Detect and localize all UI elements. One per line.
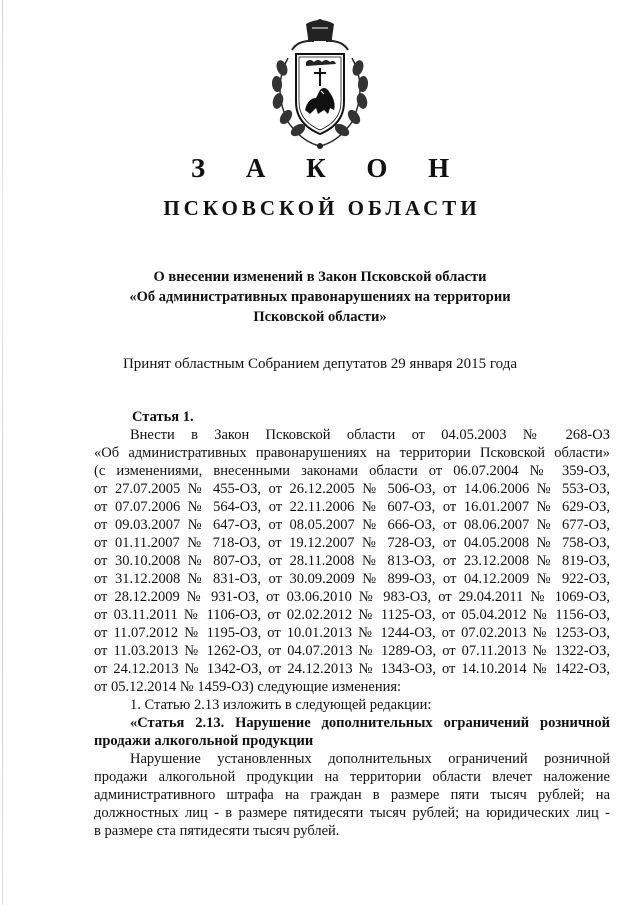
region-title: ПСКОВСКОЙ ОБЛАСТИ <box>163 196 481 220</box>
amendment-item: 1. Статью 2.13 изложить в следующей редакции: <box>130 697 432 713</box>
new-article-text-line: продажи алкогольной продукции на территории области влечет наложение <box>94 769 610 785</box>
adoption-statement: Принят областным Собранием депутатов 29 января 2015 года <box>122 356 518 372</box>
article-text-line: от 30.10.2008 № 807-ОЗ, от 28.11.2008 № 813-ОЗ, от 23.12.2008 № 819-ОЗ, <box>94 553 610 569</box>
crown-icon <box>306 19 334 41</box>
law-subject-line: Псковской области» <box>253 309 387 325</box>
coat-of-arms-emblem <box>258 18 382 153</box>
article-text-line: «Об административных правонарушениях на территории Псковской области» <box>94 445 610 461</box>
article-text-line: от 09.03.2007 № 647-ОЗ, от 08.05.2007 № 666-ОЗ, от 08.06.2007 № 677-ОЗ, <box>94 517 610 533</box>
article-heading: Статья 1. <box>132 409 194 425</box>
article-text-line: (с изменениями, внесенными законами области от 06.07.2004 № 359-ОЗ, <box>94 463 610 479</box>
new-article-heading: продажи алкогольной продукции <box>94 733 314 749</box>
article-text-line: от 11.03.2013 № 1262-ОЗ, от 04.07.2013 № 1289-ОЗ, от 07.11.2013 № 1322-ОЗ, <box>94 643 610 659</box>
article-text-line: от 27.07.2005 № 455-ОЗ, от 26.12.2005 № 506-ОЗ, от 14.06.2006 № 553-ОЗ, <box>94 481 610 497</box>
article-text-line: Внести в Закон Псковской области от 04.05.2003 № 268-ОЗ <box>130 427 610 443</box>
article-1 <box>94 408 610 840</box>
law-subject <box>120 267 520 327</box>
new-article-heading: «Статья 2.13. Нарушение дополнительных ограничений розничной <box>130 715 610 731</box>
law-title: З А К О Н <box>190 153 467 183</box>
new-article-text-line: административного штрафа на граждан в размере пяти тысяч рублей; на <box>94 787 610 803</box>
article-text-line: от 24.12.2013 № 1342-ОЗ, от 24.12.2013 № 1343-ОЗ, от 14.10.2014 № 1422-ОЗ, <box>94 661 610 677</box>
article-text-line: от 05.12.2014 № 1459-ОЗ) следующие изменения: <box>94 679 402 695</box>
scan-edge <box>2 0 3 905</box>
law-subject-line: «Об административных правонарушениях на территории <box>129 289 511 305</box>
article-text-line: от 28.12.2009 № 931-ОЗ, от 03.06.2010 № 983-ОЗ, от 29.04.2011 № 1069-ОЗ, <box>94 589 610 605</box>
law-subject-line: О внесении изменений в Закон Псковской области <box>153 269 487 285</box>
new-article-text-line: Нарушение установленных дополнительных ограничений розничной <box>130 751 610 767</box>
article-text-line: от 11.07.2012 № 1195-ОЗ, от 10.01.2013 № 1244-ОЗ, от 07.02.2013 № 1253-ОЗ, <box>94 625 610 641</box>
new-article-text-line: должностных лиц - в размере пятидесяти тысяч рублей; на юридических лиц - <box>94 805 610 821</box>
article-text-line: от 31.12.2008 № 831-ОЗ, от 30.09.2009 № 899-ОЗ, от 04.12.2009 № 922-ОЗ, <box>94 571 610 587</box>
new-article-text-line: в размере ста пятидесяти тысяч рублей. <box>94 823 340 839</box>
article-text-line: от 07.07.2006 № 564-ОЗ, от 22.11.2006 № 607-ОЗ, от 16.01.2007 № 629-ОЗ, <box>94 499 610 515</box>
article-text-line: от 03.11.2011 № 1106-ОЗ, от 02.02.2012 № 1125-ОЗ, от 05.04.2012 № 1156-ОЗ, <box>94 607 610 623</box>
article-text-line: от 01.11.2007 № 718-ОЗ, от 19.12.2007 № 728-ОЗ, от 04.05.2008 № 758-ОЗ, <box>94 535 610 551</box>
